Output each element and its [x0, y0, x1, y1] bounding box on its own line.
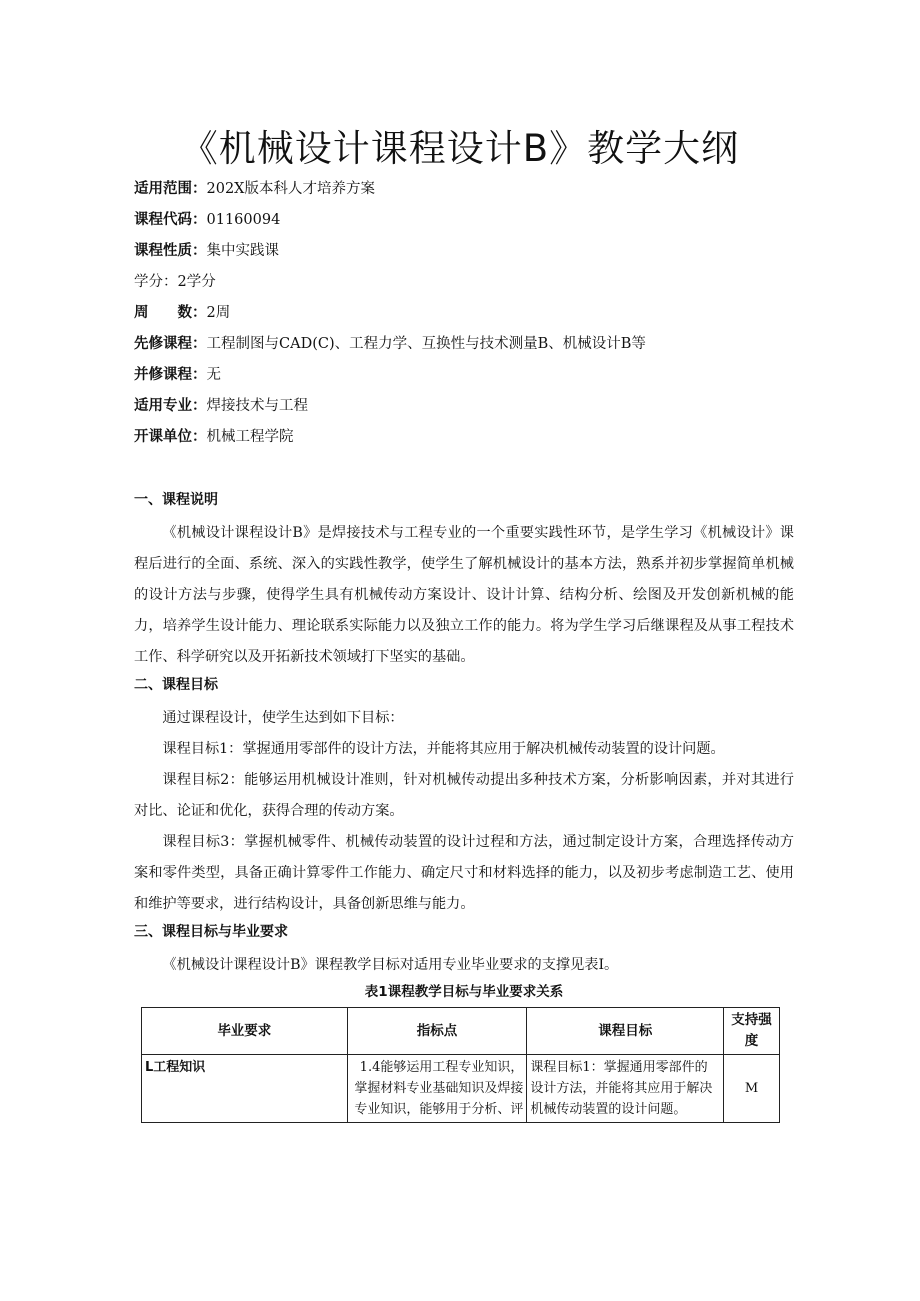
page-title: 《机械设计课程设计B》教学大纲	[180, 127, 740, 170]
info-corequisites	[134, 366, 794, 397]
info-label: 并修课程：	[134, 367, 207, 383]
table-row	[142, 1055, 780, 1123]
info-value: 01160094	[206, 212, 281, 228]
document-body	[134, 488, 794, 1002]
column-header-strength: 支持强度	[724, 1008, 780, 1055]
goals-requirements-paragraph: 《机械设计课程设计B》课程教学目标对适用专业毕业要求的支撑见表I。	[162, 957, 619, 973]
info-nature	[134, 242, 794, 273]
info-value: 机械工程学院	[206, 429, 294, 445]
column-header-indicator: 指标点	[347, 1008, 527, 1055]
cell-requirement: L工程知识	[142, 1055, 348, 1123]
info-label: 适用专业：	[134, 398, 207, 414]
section-heading-course-goals: 二、课程目标	[134, 677, 218, 693]
info-label: 开课单位：	[134, 429, 207, 445]
info-department	[134, 428, 794, 459]
info-value: 无	[206, 367, 221, 383]
info-value: 2周	[206, 305, 231, 321]
goals-intro: 通过课程设计，使学生达到如下目标：	[162, 710, 404, 726]
info-prerequisites	[134, 335, 794, 366]
goal-3: 课程目标3：掌握机械零件、机械传动装置的设计过程和方法，通过制定设计方案，合理选择传动方案和零件类型，具备正确计算零件工作能力、确定尺寸和材料选择的能力，以及初步考虑制造工艺、使用和维护等要求，进行结构设计，具备创新思维与能力。	[134, 834, 794, 912]
info-code	[134, 211, 794, 242]
info-label: 学分：	[134, 274, 178, 290]
info-value: 焊接技术与工程	[206, 398, 308, 414]
info-scope	[134, 180, 794, 211]
column-header-goal: 课程目标	[527, 1008, 724, 1055]
goal-1: 课程目标1：掌握通用零部件的设计方法，并能将其应用于解决机械传动装置的设计问题。	[162, 741, 725, 757]
info-major	[134, 397, 794, 428]
section-heading-course-description: 一、课程说明	[134, 492, 218, 508]
info-value: 工程制图与CAD(C)、工程力学、互换性与技术测量B、机械设计B等	[206, 336, 646, 352]
info-label: 适用范围：	[134, 181, 207, 197]
info-label: 课程性质：	[134, 243, 207, 259]
table-header-row	[142, 1008, 780, 1055]
goal-2: 课程目标2：能够运用机械设计准则，针对机械传动提出多种技术方案，分析影响因素，并对其进行对比、论证和优化，获得合理的传动方案。	[134, 772, 794, 819]
section-heading-goals-requirements: 三、课程目标与毕业要求	[134, 924, 288, 940]
table-caption: 表1课程教学目标与毕业要求关系	[364, 984, 564, 1000]
column-header-requirement: 毕业要求	[142, 1008, 348, 1055]
cell-indicator: 1.4能够运用工程专业知识，掌握材料专业基础知识及焊接专业知识，能够用于分析、评	[347, 1055, 527, 1123]
goals-requirements-table	[141, 1007, 780, 1123]
info-label: 先修课程：	[134, 336, 207, 352]
info-label: 课程代码：	[134, 212, 207, 228]
info-label: 周 数：	[134, 305, 207, 321]
info-weeks	[134, 304, 794, 335]
info-value: 202X版本科人才培养方案	[206, 181, 375, 197]
course-description-paragraph: 《机械设计课程设计B》是焊接技术与工程专业的一个重要实践性环节，是学生学习《机械设计》课程后进行的全面、系统、深入的实践性教学，使学生了解机械设计的基本方法，熟系并初步掌握简单机械的设计方法与步骤，使得学生具有机械传动方案设计、设计计算、结构分析、绘图及开发创新机械的能力，培养学生设计能力、理论联系实际能力以及独立工作的能力。将为学生学习后继课程及从事工程技术工作、科学研究以及开拓新技术领域打下坚实的基础。	[134, 525, 794, 665]
cell-goal: 课程目标1：掌握通用零部件的设计方法，并能将其应用于解决机械传动装置的设计问题。	[527, 1055, 724, 1123]
info-value: 集中实践课	[206, 243, 279, 259]
info-credits	[134, 273, 794, 304]
cell-strength: M	[724, 1055, 780, 1123]
course-info	[134, 180, 794, 459]
info-value: 2学分	[177, 274, 216, 290]
